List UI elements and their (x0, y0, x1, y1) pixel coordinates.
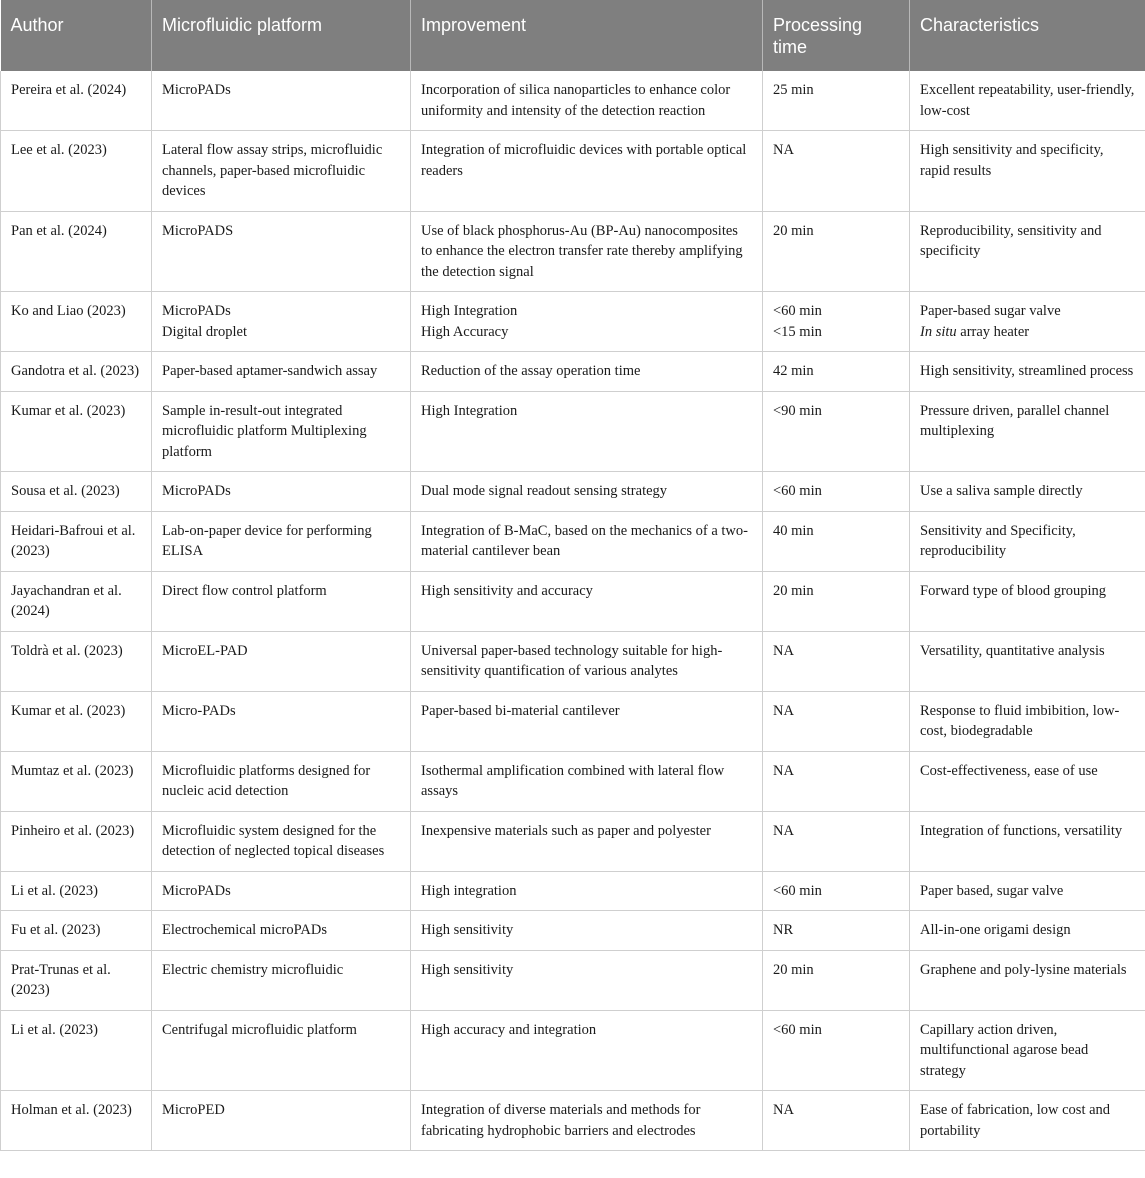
cell-time: 25 min (763, 71, 910, 131)
cell-platform: Electrochemical microPADs (152, 911, 411, 951)
cell-improvement: Integration of B-MaC, based on the mechanics of a two-material cantilever bean (411, 511, 763, 571)
cell-time: NA (763, 131, 910, 212)
header-platform: Microfluidic platform (152, 0, 411, 71)
cell-characteristics: Capillary action driven, multifunctional agarose bead strategy (910, 1010, 1145, 1091)
table-row (1, 292, 1145, 352)
cell-time: 20 min (763, 571, 910, 631)
table-row (1, 211, 1145, 292)
cell-characteristics: Graphene and poly-lysine materials (910, 950, 1145, 1010)
cell-characteristics-line (920, 322, 1135, 343)
cell-time: 20 min (763, 950, 910, 1010)
table-row (1, 511, 1145, 571)
cell-improvement: Use of black phosphorus-Au (BP-Au) nanocomposites to enhance the electron transfer rate thereby amplifying the detection signal (411, 211, 763, 292)
cell-characteristics: Response to fluid imbibition, low-cost, biodegradable (910, 691, 1145, 751)
cell-characteristics: Sensitivity and Specificity, reproducibility (910, 511, 1145, 571)
cell-characteristics: Cost-effectiveness, ease of use (910, 751, 1145, 811)
cell-platform: MicroPADs (152, 71, 411, 131)
cell-platform: MicroPADs (152, 871, 411, 911)
cell-platform: MicroEL-PAD (152, 631, 411, 691)
cell-improvement: Inexpensive materials such as paper and polyester (411, 811, 763, 871)
cell-author: Li et al. (2023) (1, 1010, 152, 1091)
table-row (1, 811, 1145, 871)
cell-author: Heidari-Bafroui et al. (2023) (1, 511, 152, 571)
cell-platform-line: MicroPADs (162, 303, 231, 319)
table-row (1, 911, 1145, 951)
cell-time: 42 min (763, 352, 910, 392)
cell-author: Kumar et al. (2023) (1, 691, 152, 751)
table-row (1, 1091, 1145, 1151)
cell-author: Kumar et al. (2023) (1, 391, 152, 472)
cell-improvement: Reduction of the assay operation time (411, 352, 763, 392)
cell-time (763, 292, 910, 352)
cell-improvement: High Integration (411, 391, 763, 472)
cell-time: NA (763, 691, 910, 751)
cell-time: 40 min (763, 511, 910, 571)
cell-platform: Lab-on-paper device for performing ELISA (152, 511, 411, 571)
cell-characteristics: Reproducibility, sensitivity and specificity (910, 211, 1145, 292)
cell-improvement: High accuracy and integration (411, 1010, 763, 1091)
table-row (1, 950, 1145, 1010)
cell-improvement-line: High Integration (421, 303, 518, 319)
cell-characteristics: Paper based, sugar valve (910, 871, 1145, 911)
cell-time: <60 min (763, 871, 910, 911)
cell-author: Li et al. (2023) (1, 871, 152, 911)
cell-time: <60 min (763, 1010, 910, 1091)
cell-time-line: <15 min (773, 323, 822, 340)
header-characteristics: Characteristics (910, 0, 1145, 71)
cell-characteristics: Integration of functions, versatility (910, 811, 1145, 871)
cell-author: Gandotra et al. (2023) (1, 352, 152, 392)
cell-platform: Centrifugal microfluidic platform (152, 1010, 411, 1091)
cell-author: Prat-Trunas et al. (2023) (1, 950, 152, 1010)
table-row (1, 131, 1145, 212)
table-row (1, 71, 1145, 131)
cell-characteristics: Forward type of blood grouping (910, 571, 1145, 631)
cell-platform: Direct flow control platform (152, 571, 411, 631)
cell-improvement: High sensitivity (411, 911, 763, 951)
cell-time: NA (763, 631, 910, 691)
table-row (1, 472, 1145, 512)
cell-author: Holman et al. (2023) (1, 1091, 152, 1151)
cell-characteristics-line: Paper-based sugar valve (920, 303, 1061, 319)
cell-improvement: Paper-based bi-material cantilever (411, 691, 763, 751)
cell-platform: Paper-based aptamer-sandwich assay (152, 352, 411, 392)
table-row (1, 691, 1145, 751)
cell-platform: Microfluidic system designed for the detection of neglected topical diseases (152, 811, 411, 871)
cell-improvement: High sensitivity and accuracy (411, 571, 763, 631)
cell-platform (152, 292, 411, 352)
cell-platform: MicroPADS (152, 211, 411, 292)
cell-characteristics: Use a saliva sample directly (910, 472, 1145, 512)
cell-time: <90 min (763, 391, 910, 472)
cell-improvement: Incorporation of silica nanoparticles to enhance color uniformity and intensity of the detection reaction (411, 71, 763, 131)
cell-time: <60 min (763, 472, 910, 512)
array-heater-text: array heater (956, 323, 1030, 340)
cell-time: NA (763, 811, 910, 871)
cell-characteristics: Versatility, quantitative analysis (910, 631, 1145, 691)
cell-platform-line: Digital droplet (162, 323, 247, 340)
cell-time-line: <60 min (773, 303, 822, 319)
cell-improvement: Integration of diverse materials and methods for fabricating hydrophobic barriers and electrodes (411, 1091, 763, 1151)
table-row (1, 1010, 1145, 1091)
table-row (1, 631, 1145, 691)
table-header (1, 0, 1145, 71)
cell-author: Pereira et al. (2024) (1, 71, 152, 131)
cell-author: Toldrà et al. (2023) (1, 631, 152, 691)
cell-author: Jayachandran et al. (2024) (1, 571, 152, 631)
table-row (1, 871, 1145, 911)
header-author: Author (1, 0, 152, 71)
cell-characteristics: High sensitivity and specificity, rapid results (910, 131, 1145, 212)
cell-platform: MicroPED (152, 1091, 411, 1151)
cell-author: Pan et al. (2024) (1, 211, 152, 292)
cell-improvement: Universal paper-based technology suitable for high-sensitivity quantification of various analytes (411, 631, 763, 691)
cell-improvement: High integration (411, 871, 763, 911)
table-row (1, 751, 1145, 811)
cell-characteristics: Excellent repeatability, user-friendly, low-cost (910, 71, 1145, 131)
cell-time: 20 min (763, 211, 910, 292)
cell-platform: Lateral flow assay strips, microfluidic channels, paper-based microfluidic devices (152, 131, 411, 212)
cell-author: Ko and Liao (2023) (1, 292, 152, 352)
cell-characteristics: All-in-one origami design (910, 911, 1145, 951)
cell-author: Sousa et al. (2023) (1, 472, 152, 512)
table-row (1, 571, 1145, 631)
cell-platform: MicroPADs (152, 472, 411, 512)
cell-author: Fu et al. (2023) (1, 911, 152, 951)
cell-platform: Micro-PADs (152, 691, 411, 751)
cell-platform: Electric chemistry microfluidic (152, 950, 411, 1010)
table-row (1, 391, 1145, 472)
cell-author: Pinheiro et al. (2023) (1, 811, 152, 871)
table-body (1, 71, 1145, 1151)
cell-characteristics: Pressure driven, parallel channel multiplexing (910, 391, 1145, 472)
cell-improvement: Dual mode signal readout sensing strategy (411, 472, 763, 512)
cell-time: NA (763, 1091, 910, 1151)
table-row (1, 352, 1145, 392)
cell-time: NR (763, 911, 910, 951)
cell-author: Mumtaz et al. (2023) (1, 751, 152, 811)
in-situ-italic: In situ (920, 323, 957, 340)
cell-characteristics (910, 292, 1145, 352)
header-row (1, 0, 1145, 71)
cell-platform: Sample in-result-out integrated microfluidic platform Multiplexing platform (152, 391, 411, 472)
cell-improvement-line: High Accuracy (421, 323, 509, 340)
cell-characteristics: High sensitivity, streamlined process (910, 352, 1145, 392)
header-processing-time: Processing time (763, 0, 910, 71)
cell-improvement: Integration of microfluidic devices with portable optical readers (411, 131, 763, 212)
cell-platform: Microfluidic platforms designed for nucleic acid detection (152, 751, 411, 811)
cell-improvement (411, 292, 763, 352)
header-improvement: Improvement (411, 0, 763, 71)
cell-time: NA (763, 751, 910, 811)
cell-improvement: Isothermal amplification combined with lateral flow assays (411, 751, 763, 811)
cell-improvement: High sensitivity (411, 950, 763, 1010)
cell-author: Lee et al. (2023) (1, 131, 152, 212)
cell-characteristics: Ease of fabrication, low cost and portability (910, 1091, 1145, 1151)
